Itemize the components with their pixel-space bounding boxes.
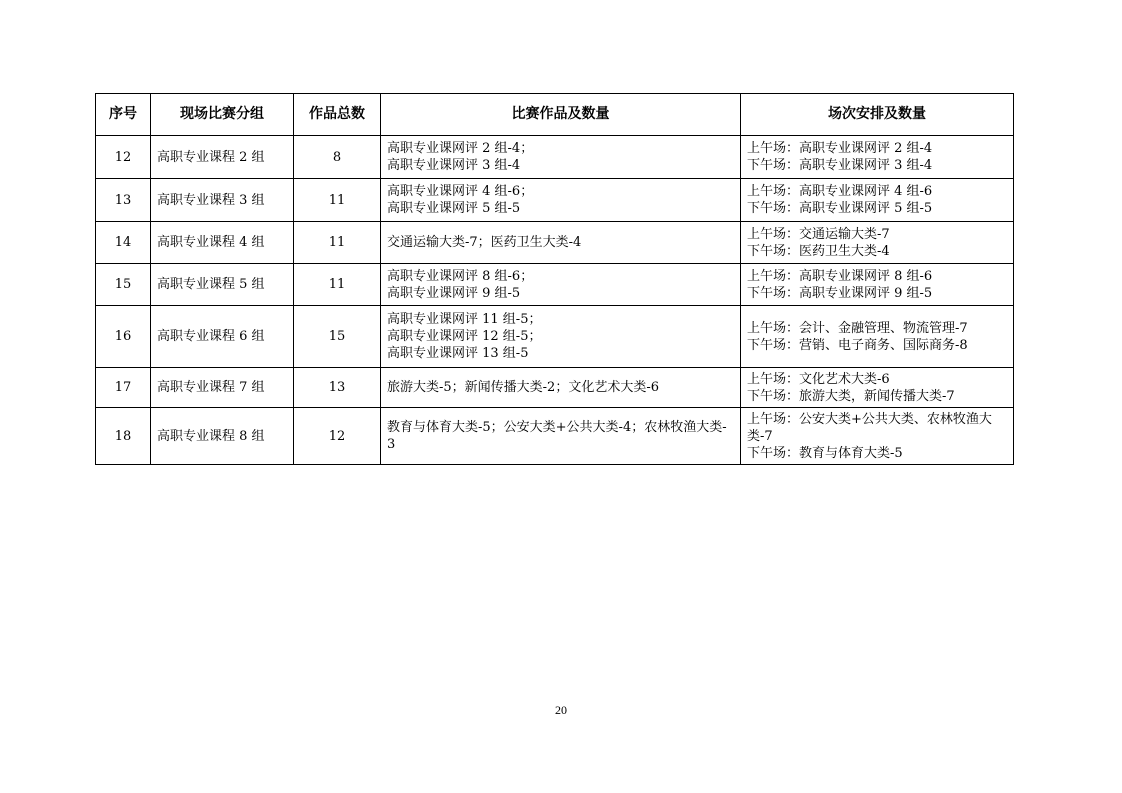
table-row	[96, 136, 1014, 179]
cell-no: 13	[96, 179, 151, 222]
cell-no: 15	[96, 264, 151, 306]
cell-sessions	[741, 222, 1014, 264]
cell-sessions	[741, 136, 1014, 179]
table-row	[96, 264, 1014, 306]
cell-sessions	[741, 408, 1014, 465]
cell-no: 17	[96, 368, 151, 408]
cell-no: 12	[96, 136, 151, 179]
cell-works	[381, 136, 741, 179]
header-sessions: 场次安排及数量	[741, 94, 1014, 136]
cell-no: 18	[96, 408, 151, 465]
session-line: 上午场：交通运输大类-7	[747, 226, 890, 242]
cell-count: 11	[294, 222, 381, 264]
header-no: 序号	[96, 94, 151, 136]
cell-count: 8	[294, 136, 381, 179]
session-line: 下午场：高职专业课网评 3 组-4	[747, 158, 933, 173]
works-line: 高职专业课网评 5 组-5	[387, 201, 521, 216]
works-line: 高职专业课网评 3 组-4	[387, 158, 521, 173]
cell-count: 11	[294, 179, 381, 222]
session-line: 下午场：高职专业课网评 5 组-5	[747, 201, 933, 216]
works-line: 高职专业课网评 2 组-4；	[387, 141, 534, 156]
cell-count: 13	[294, 368, 381, 408]
cell-works	[381, 408, 741, 465]
session-line: 下午场：旅游大类，新闻传播大类-7	[747, 388, 955, 404]
cell-group: 高职专业课程 2 组	[151, 136, 294, 179]
cell-group: 高职专业课程 5 组	[151, 264, 294, 306]
session-line: 上午场：高职专业课网评 8 组-6	[747, 268, 933, 284]
session-line: 上午场：会计、金融管理、物流管理-7	[747, 320, 968, 336]
cell-count: 15	[294, 306, 381, 368]
cell-sessions	[741, 179, 1014, 222]
works-line: 高职专业课网评 8 组-6；	[387, 268, 534, 284]
cell-sessions	[741, 264, 1014, 306]
cell-group: 高职专业课程 7 组	[151, 368, 294, 408]
works-line: 高职专业课网评 11 组-5；	[387, 312, 542, 327]
cell-sessions	[741, 368, 1014, 408]
session-line: 下午场：营销、电子商务、国际商务-8	[747, 337, 968, 353]
table-row	[96, 222, 1014, 264]
table-row	[96, 408, 1014, 465]
works-line: 高职专业课网评 9 组-5	[387, 285, 521, 301]
cell-no: 14	[96, 222, 151, 264]
works-line: 交通运输大类-7；医药卫生大类-4	[387, 235, 582, 250]
cell-count: 11	[294, 264, 381, 306]
works-line: 旅游大类-5；新闻传播大类-2；文化艺术大类-6	[387, 380, 659, 395]
works-line: 教育与体育大类-5；公安大类+公共大类-4；农林牧渔大类-3	[387, 420, 727, 452]
session-line: 下午场：医药卫生大类-4	[747, 243, 890, 259]
cell-works	[381, 222, 741, 264]
cell-works	[381, 264, 741, 306]
cell-works	[381, 179, 741, 222]
session-line: 上午场：高职专业课网评 4 组-6	[747, 184, 933, 199]
header-group: 现场比赛分组	[151, 94, 294, 136]
cell-group: 高职专业课程 6 组	[151, 306, 294, 368]
cell-no: 16	[96, 306, 151, 368]
session-line: 上午场：文化艺术大类-6	[747, 371, 890, 387]
cell-works	[381, 306, 741, 368]
works-line: 高职专业课网评 4 组-6；	[387, 184, 534, 199]
cell-sessions	[741, 306, 1014, 368]
works-line: 高职专业课网评 13 组-5	[387, 346, 529, 361]
session-line: 上午场：公安大类+公共大类、农林牧渔大类-7	[747, 411, 992, 444]
table-header-row	[96, 94, 1014, 136]
cell-count: 12	[294, 408, 381, 465]
session-line: 上午场：高职专业课网评 2 组-4	[747, 141, 933, 156]
cell-works	[381, 368, 741, 408]
table-row	[96, 368, 1014, 408]
page-number: 20	[555, 703, 567, 717]
table-row	[96, 306, 1014, 368]
works-line: 高职专业课网评 12 组-5；	[387, 329, 542, 344]
header-count: 作品总数	[294, 94, 381, 136]
cell-group: 高职专业课程 4 组	[151, 222, 294, 264]
header-works: 比赛作品及数量	[381, 94, 741, 136]
cell-group: 高职专业课程 8 组	[151, 408, 294, 465]
table-row	[96, 179, 1014, 222]
cell-group: 高职专业课程 3 组	[151, 179, 294, 222]
session-line: 下午场：教育与体育大类-5	[747, 445, 903, 461]
schedule-table	[95, 93, 1014, 465]
session-line: 下午场：高职专业课网评 9 组-5	[747, 285, 933, 301]
